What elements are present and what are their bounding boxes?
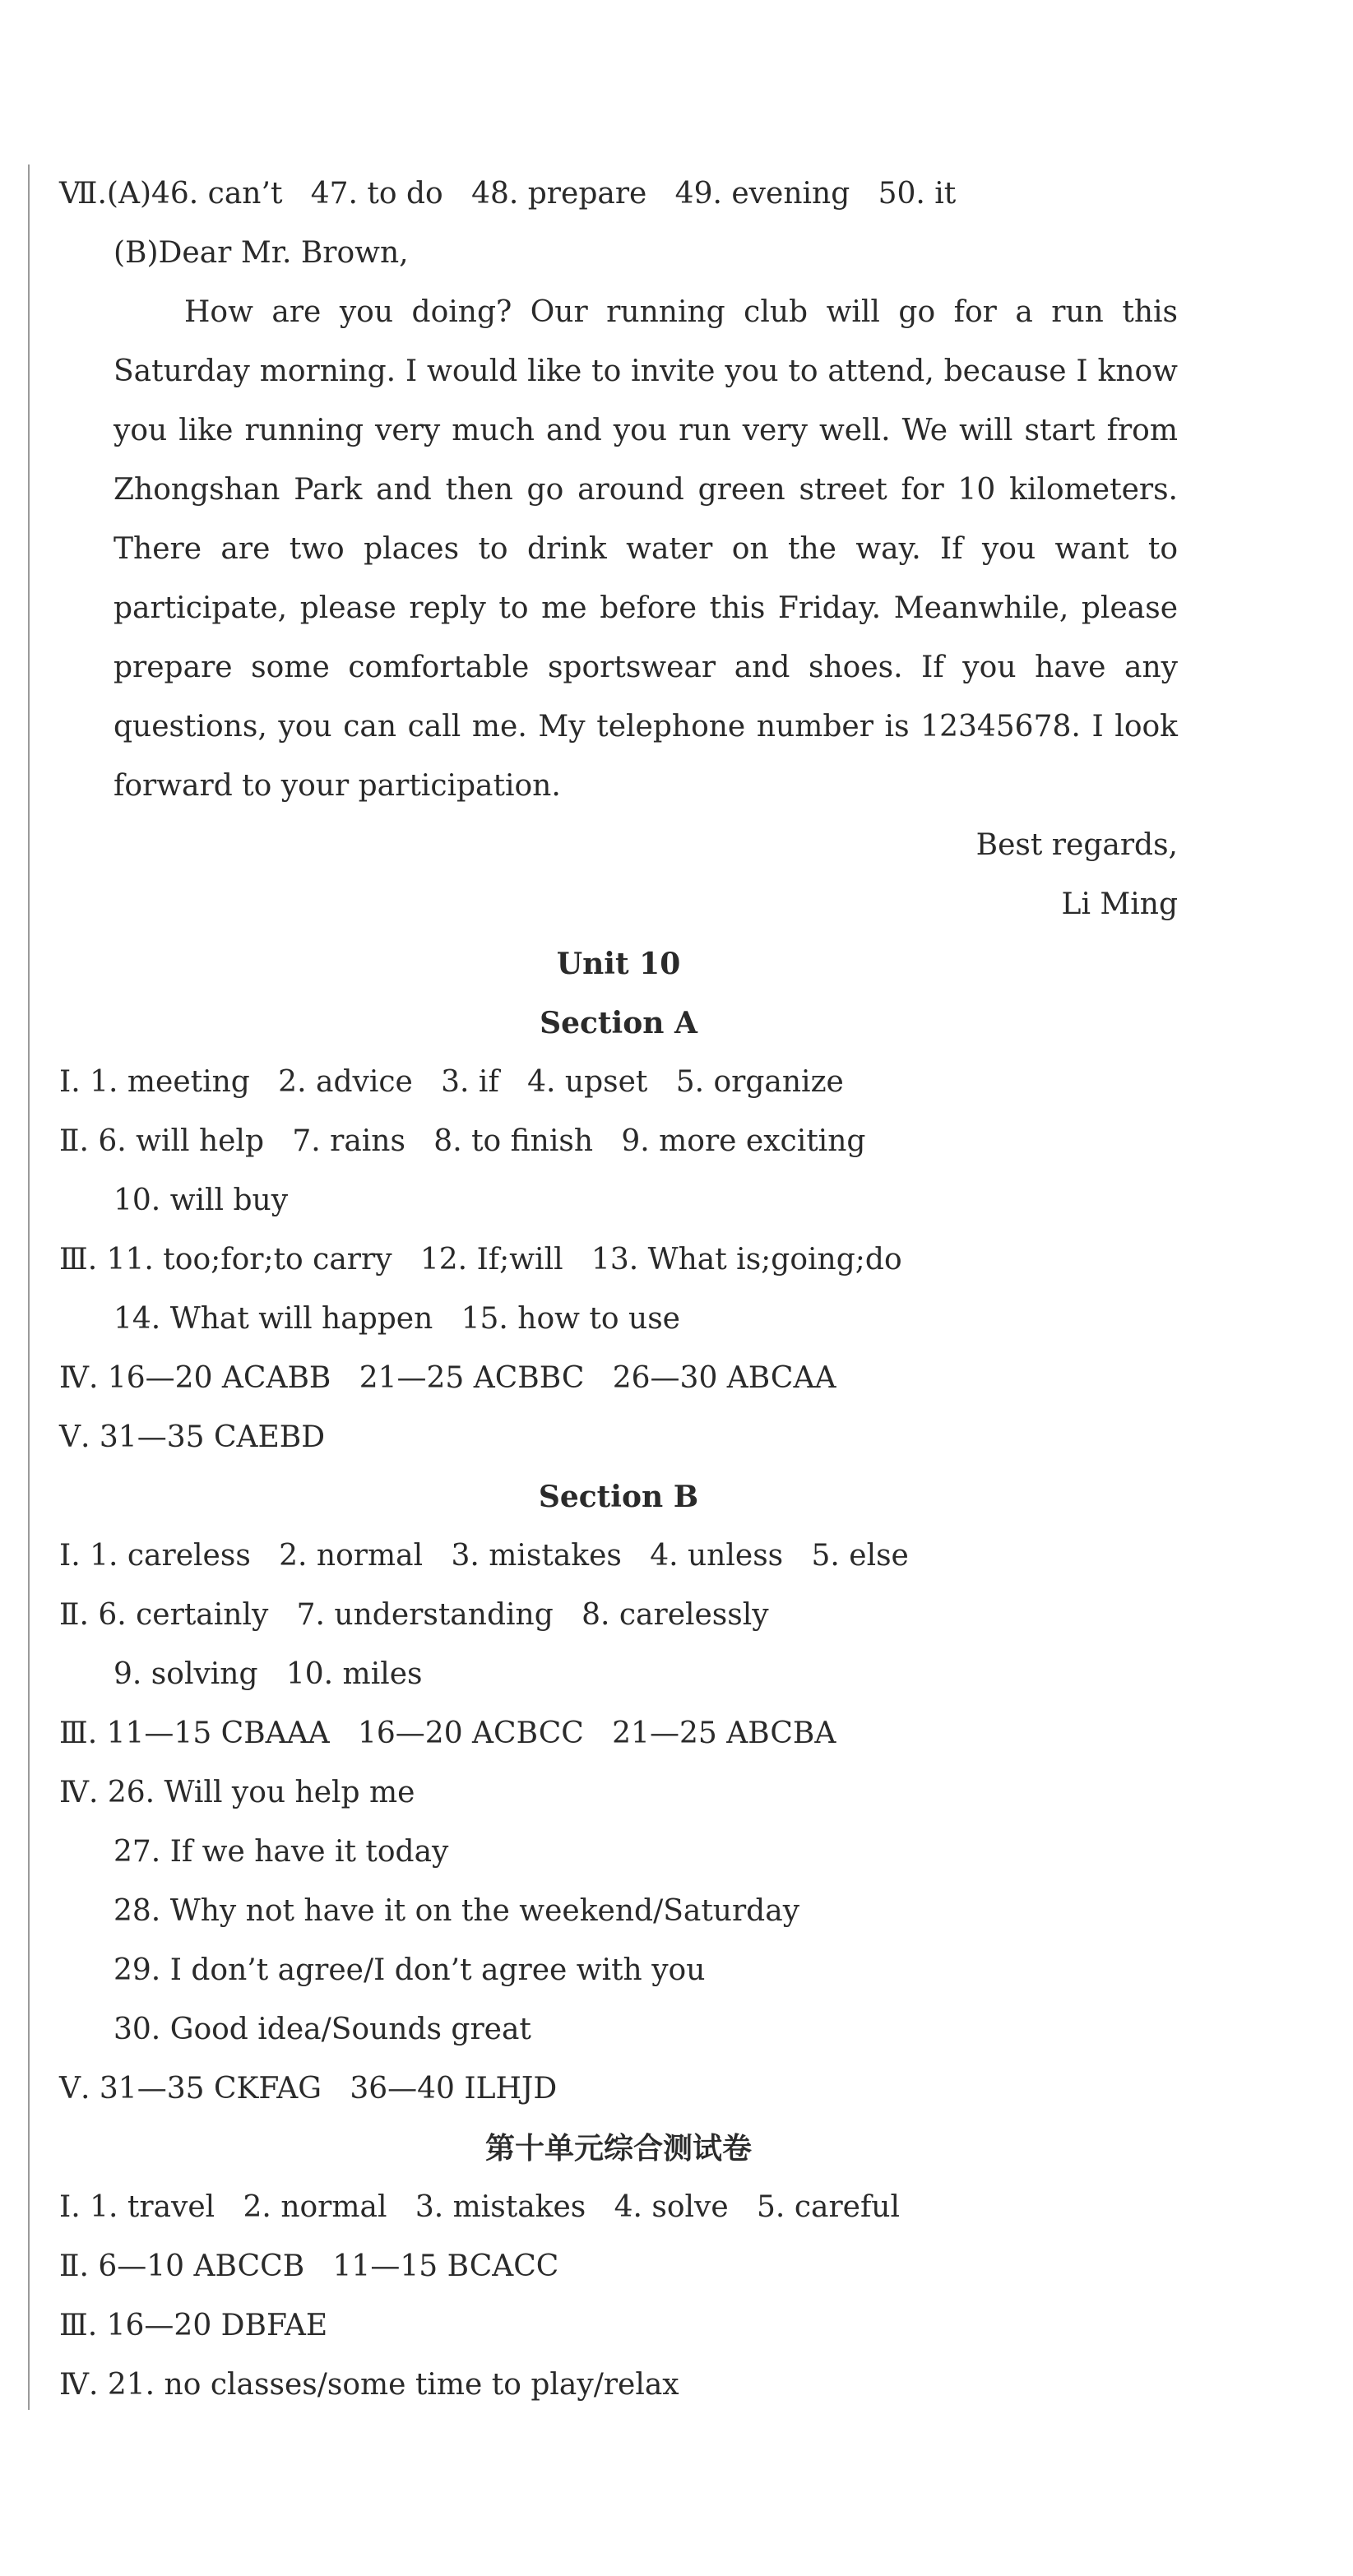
answer-page (59, 164, 1178, 2415)
section-a-line: Ⅲ. 11. too;for;to carry 12. If;will 13. What is;going;do (59, 1243, 902, 1276)
section-a-title: Section A (540, 1006, 697, 1040)
test-line: Ⅰ. 1. travel 2. normal 3. mistakes 4. solve 5. careful (59, 2190, 900, 2224)
section-b-line: Ⅰ. 1. careless 2. normal 3. mistakes 4. unless 5. else (59, 1539, 909, 1573)
test-line: Ⅱ. 6—10 ABCCB 11—15 BCACC (59, 2249, 559, 2283)
section-a-line: Ⅰ. 1. meeting 2. advice 3. if 4. upset 5. organize (59, 1065, 844, 1099)
test-line: Ⅳ. 21. no classes/some time to play/relax (59, 2368, 679, 2402)
letter-body (59, 283, 1178, 816)
section-a-line: 14. What will happen 15. how to use (114, 1302, 680, 1336)
unit-title: Unit 10 (556, 947, 681, 981)
section-a-line: Ⅳ. 16—20 ACABB 21—25 ACBBC 26—30 ABCAA (59, 1361, 836, 1395)
section-b-line: Ⅴ. 31—35 CKFAG 36—40 ILHJD (59, 2072, 558, 2106)
test-title: 第十单元综合测试卷 (484, 2131, 752, 2166)
section-b-line: Ⅳ. 26. Will you help me (59, 1776, 415, 1809)
section-b-line: 28. Why not have it on the weekend/Saturday (114, 1894, 800, 1928)
part7-a-answers: Ⅶ.(A)46. can’t 47. to do 48. prepare 49. evening 50. it (59, 177, 957, 211)
section-b-line: Ⅱ. 6. certainly 7. understanding 8. carelessly (59, 1598, 769, 1632)
section-b-line: 30. Good idea/Sounds great (114, 2013, 531, 2046)
letter-signature: Li Ming (1061, 887, 1178, 921)
section-b-title: Section B (538, 1480, 699, 1514)
letter-greeting: (B)Dear Mr. Brown, (114, 236, 409, 270)
letter-closing: Best regards, (975, 828, 1178, 862)
section-a-line: Ⅴ. 31—35 CAEBD (59, 1420, 326, 1454)
section-a-line: Ⅱ. 6. will help 7. rains 8. to finish 9. more exciting (59, 1124, 866, 1158)
section-b-line: 29. I don’t agree/I don’t agree with you (114, 1953, 706, 1987)
section-b-line: 9. solving 10. miles (114, 1657, 423, 1691)
test-line: Ⅲ. 16—20 DBFAE (59, 2309, 328, 2342)
section-b-line: Ⅲ. 11—15 CBAAA 16—20 ACBCC 21—25 ABCBA (59, 1717, 836, 1750)
letter-body-text: How are you doing? Our running club will go for a run this Saturday morning. I would like to invite you to attend, because I know you like running very much and you run very well. We will start from Zhongshan Park and then go around green street for 10 kilometers. There are two places to drink water on the way. If you want to participate, please reply to me before this Friday. Meanwhile, please prepare some comfortable sportswear and shoes. If you have any questions, you can call me. My telephone number is 12345678. I look forward to your participation. (114, 295, 1178, 803)
section-b-line: 27. If we have it today (114, 1835, 449, 1869)
margin-rule (28, 164, 30, 2410)
section-a-line: 10. will buy (114, 1184, 289, 1217)
